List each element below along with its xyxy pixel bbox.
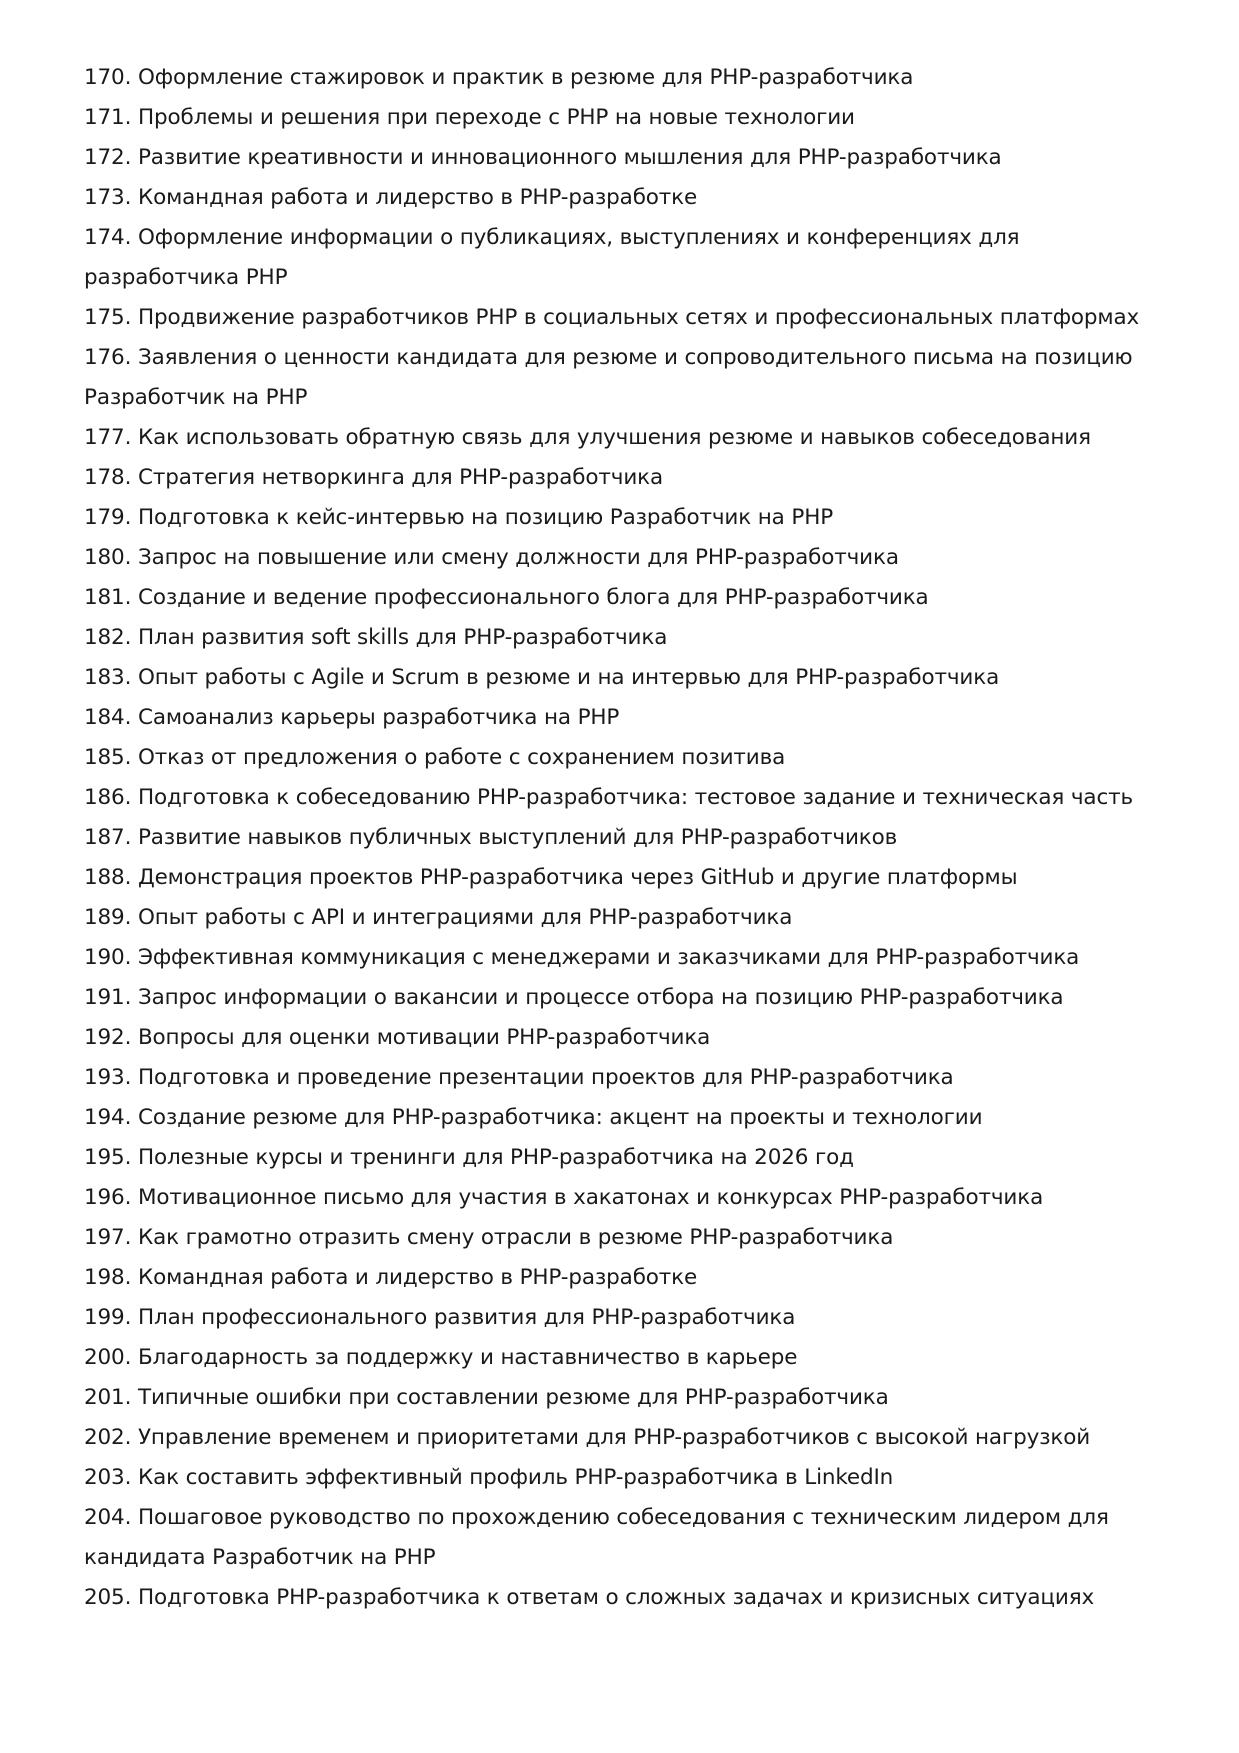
list-item: 189. Опыт работы с API и интеграциями для PHP-разработчика [84,905,793,930]
list-item: 187. Развитие навыков публичных выступлений для PHP-разработчиков [84,825,898,850]
list-item: 182. План развития soft skills для PHP-разработчика [84,625,668,650]
list-item: 201. Типичные ошибки при составлении резюме для PHP-разработчика [84,1385,889,1410]
list-item: 204. Пошаговое руководство по прохождению собеседования с техническим лидером для кандидата Разработчик на PHP [84,1505,1109,1570]
list-item: 185. Отказ от предложения о работе с сохранением позитива [84,745,786,770]
list-item: 177. Как использовать обратную связь для улучшения резюме и навыков собеседования [84,425,1091,450]
list-item: 180. Запрос на повышение или смену должности для PHP-разработчика [84,545,899,570]
list-item: 172. Развитие креативности и инновационного мышления для PHP-разработчика [84,145,1002,170]
list-item: 173. Командная работа и лидерство в PHP-разработке [84,185,698,210]
list-item: 181. Создание и ведение профессионального блога для PHP-разработчика [84,585,929,610]
list-item: 198. Командная работа и лидерство в PHP-разработке [84,1265,698,1290]
list-item: 192. Вопросы для оценки мотивации PHP-разработчика [84,1025,711,1050]
list-item: 174. Оформление информации о публикациях, выступлениях и конференциях для разработчика PHP [84,225,1020,290]
list-item: 193. Подготовка и проведение презентации проектов для PHP-разработчика [84,1065,954,1090]
list-item: 179. Подготовка к кейс-интервью на позицию Разработчик на PHP [84,505,834,530]
list-item: 200. Благодарность за поддержку и наставничество в карьере [84,1345,798,1370]
list-item: 175. Продвижение разработчиков PHP в социальных сетях и профессиональных платформах [84,305,1140,330]
list-item: 195. Полезные курсы и тренинги для PHP-разработчика на 2026 год [84,1145,854,1170]
list-item: 170. Оформление стажировок и практик в резюме для PHP-разработчика [84,65,914,90]
list-item: 199. План профессионального развития для PHP-разработчика [84,1305,796,1330]
list-item: 188. Демонстрация проектов PHP-разработчика через GitHub и другие платформы [84,865,1018,890]
document-page [84,58,1164,1618]
list-item: 183. Опыт работы с Agile и Scrum в резюме и на интервью для PHP-разработчика [84,665,1000,690]
list-item: 176. Заявления о ценности кандидата для резюме и сопроводительного письма на позицию Разработчик на PHP [84,345,1133,410]
list-item: 190. Эффективная коммуникация с менеджерами и заказчиками для PHP-разработчика [84,945,1080,970]
list-item: 184. Самоанализ карьеры разработчика на PHP [84,705,620,730]
list-item: 171. Проблемы и решения при переходе с PHP на новые технологии [84,105,855,130]
list-item: 205. Подготовка PHP-разработчика к ответам о сложных задачах и кризисных ситуациях [84,1585,1095,1610]
list-item: 191. Запрос информации о вакансии и процессе отбора на позицию PHP-разработчика [84,985,1064,1010]
list-item: 203. Как составить эффективный профиль PHP-разработчика в LinkedIn [84,1465,894,1490]
list-item: 202. Управление временем и приоритетами для PHP-разработчиков с высокой нагрузкой [84,1425,1091,1450]
list-item: 186. Подготовка к собеседованию PHP-разработчика: тестовое задание и техническая часть [84,785,1134,810]
list-item: 197. Как грамотно отразить смену отрасли в резюме PHP-разработчика [84,1225,894,1250]
list-item: 196. Мотивационное письмо для участия в хакатонах и конкурсах PHP-разработчика [84,1185,1044,1210]
list-item: 178. Стратегия нетворкинга для PHP-разработчика [84,465,664,490]
list-item: 194. Создание резюме для PHP-разработчика: акцент на проекты и технологии [84,1105,983,1130]
